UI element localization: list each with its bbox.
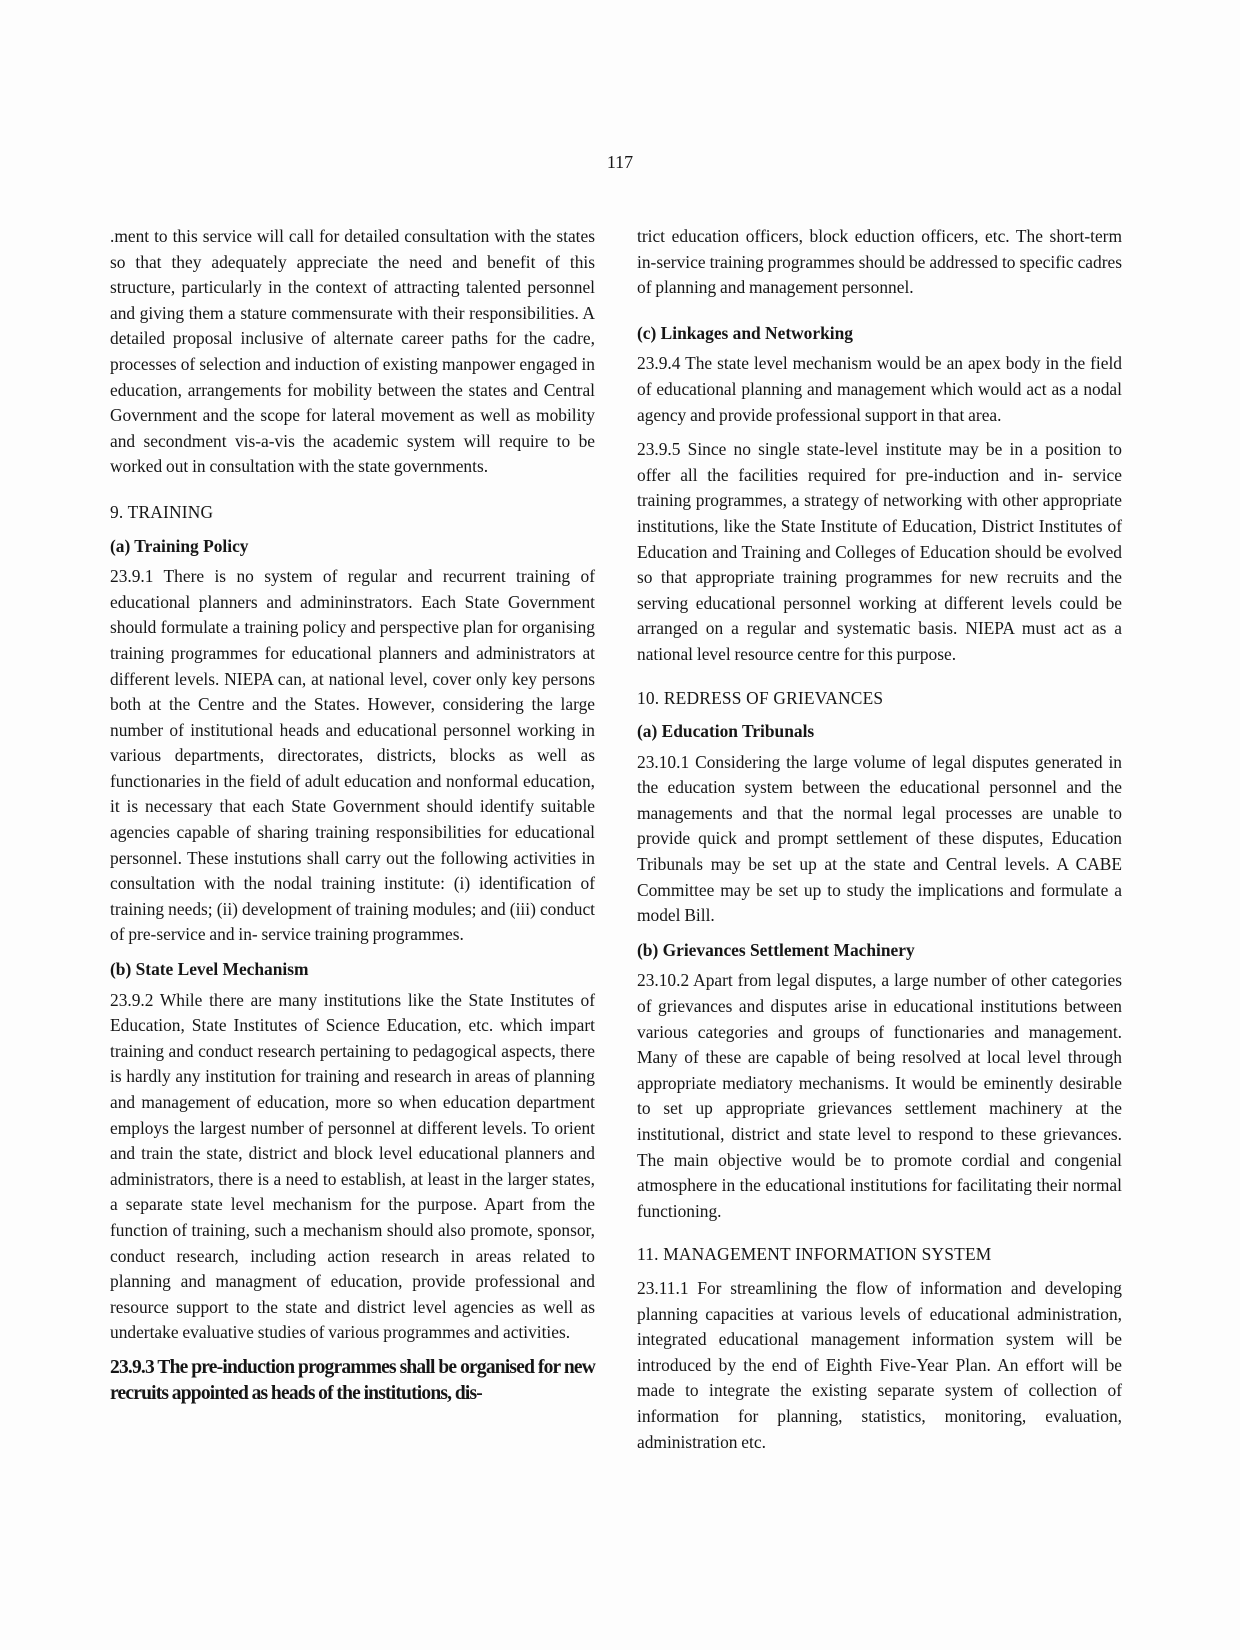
subheading-education-tribunals: (a) Education Tribunals	[637, 721, 815, 742]
paragraph-23-9-2: 23.9.2 While there are many institutions like the State Institutes of Education, State Institutes of Science Education, etc. which impart training and conduct research pertaining to pedagogical aspects, there is hardly any institution for training and research in areas of planning and management of education, more so when education department employs the largest number of personnel at different levels. To orient and train the state, district and block level educational planners and administrators, there is a need to establish, at least in the larger states, a separate state level mechanism for the purpose. Apart from the function of training, such a mechanism should also promote, sponsor, conduct research, including action research in areas related to planning and managment of education, provide professional and resource support to the state and district level agencies as well as undertake evaluative studies of various programmes and activities.	[110, 989, 595, 1343]
section-heading-training: 9. TRAINING	[110, 501, 214, 522]
paragraph-23-9-5: 23.9.5 Since no single state-level institute may be in a position to offer all the facilities required for pre-induction and in- service training programmes, a strategy of networking with other appropriate institutions, like the State Institute of Education, District Institutes of Education and Training and Colleges of Education should be evolved so that appropriate training programmes for new recruits and the serving educational personnel working at different levels could be arranged on a regular and systematic basis. NIEPA must act as a national level resource centre for this purpose.	[637, 439, 1122, 664]
continuation-paragraph: .ment to this service will call for detailed consultation with the states so that they adequately appreciate the need and benefit of this structure, particularly in the context of attracting talented personnel and giving them a stature commensurate with their responsibilities. A detailed proposal inclusive of alternate career paths for the cadre, processes of selection and induction of existing manpower engaged in education, arrangements for mobility between the states and Central Government and the scope for lateral movement as well as mobility and secondment vis-a-vis the academic system will require to be worked out in consultation with the state governments.	[110, 226, 595, 477]
paragraph-23-10-2: 23.10.2 Apart from legal disputes, a large number of other categories of grievances and disputes arise in educational institutions between various categories and groups of functionaries and management. Many of these are capable of being resolved at local level through appropriate mediatory mechanisms. It would be eminently desirable to set up appropriate grievances settlement machinery at the institutional, district and state level to respond to these grievances. The main objective would be to promote cordial and congenial atmosphere in the educational institutions for facilitating their normal functioning.	[637, 970, 1122, 1221]
subheading-state-level-mechanism: (b) State Level Mechanism	[110, 959, 309, 980]
page-number: 117	[606, 152, 634, 172]
section-heading-management-information-system: 11. MANAGEMENT INFORMATION SYSTEM	[637, 1244, 992, 1265]
paragraph-23-9-3: 23.9.3 The pre-induction programmes shall be organised for new recruits appointed as heads of the institutions, dis-	[110, 1356, 595, 1404]
paragraph-23-9-4: 23.9.4 The state level mechanism would be an apex body in the field of educational planning and management which would act as a nodal agency and provide professional support in that area.	[637, 353, 1122, 425]
continuation-paragraph: trict education officers, block eduction officers, etc. The short-term in-service training programmes should be addressed to specific cadres of planning and management personnel.	[637, 226, 1122, 298]
paragraph-23-11-1: 23.11.1 For streamlining the flow of information and developing planning capacities at various levels of educational administration, integrated educational management information system will be introduced by the end of Eighth Five-Year Plan. An effort will be made to integrate the existing separate system of collection of information for planning, statistics, monitoring, evaluation, administration etc.	[637, 1277, 1122, 1452]
subheading-training-policy: (a) Training Policy	[110, 535, 249, 556]
subheading-grievances-settlement: (b) Grievances Settlement Machinery	[637, 939, 915, 960]
right-column	[637, 224, 1122, 1464]
subheading-linkages-networking: (c) Linkages and Networking	[637, 322, 853, 343]
paragraph-23-10-1: 23.10.1 Considering the large volume of legal disputes generated in the education system between the educational personnel and the managements and that the normal legal processes are unable to provide quick and prompt settlement of these disputes, Education Tribunals may be set up at the state and Central levels. A CABE Committee may be set up to study the implications and formulate a model Bill.	[637, 751, 1122, 926]
section-heading-redress-of-grievances: 10. REDRESS OF GRIEVANCES	[637, 687, 884, 708]
paragraph-23-9-1: 23.9.1 There is no system of regular and recurrent training of educational planners and admininstrators. Each State Government should formulate a training policy and perspective plan for organising training programmes for educational planners and administrators at different levels. NIEPA can, at national level, cover only key persons both at the Centre and the States. However, considering the large number of institutional heads and educational personnel working in various departments, directorates, districts, blocks as well as functionaries in the field of adult education and nonformal education, it is necessary that each State Government should identify suitable agencies capable of sharing training responsibilities for educational personnel. These instutions shall carry out the following activities in consultation with the nodal training institute: (i) identification of training needs; (ii) development of training modules; and (iii) conduct of pre-service and in- service training programmes.	[110, 566, 595, 945]
left-column	[110, 224, 595, 1406]
